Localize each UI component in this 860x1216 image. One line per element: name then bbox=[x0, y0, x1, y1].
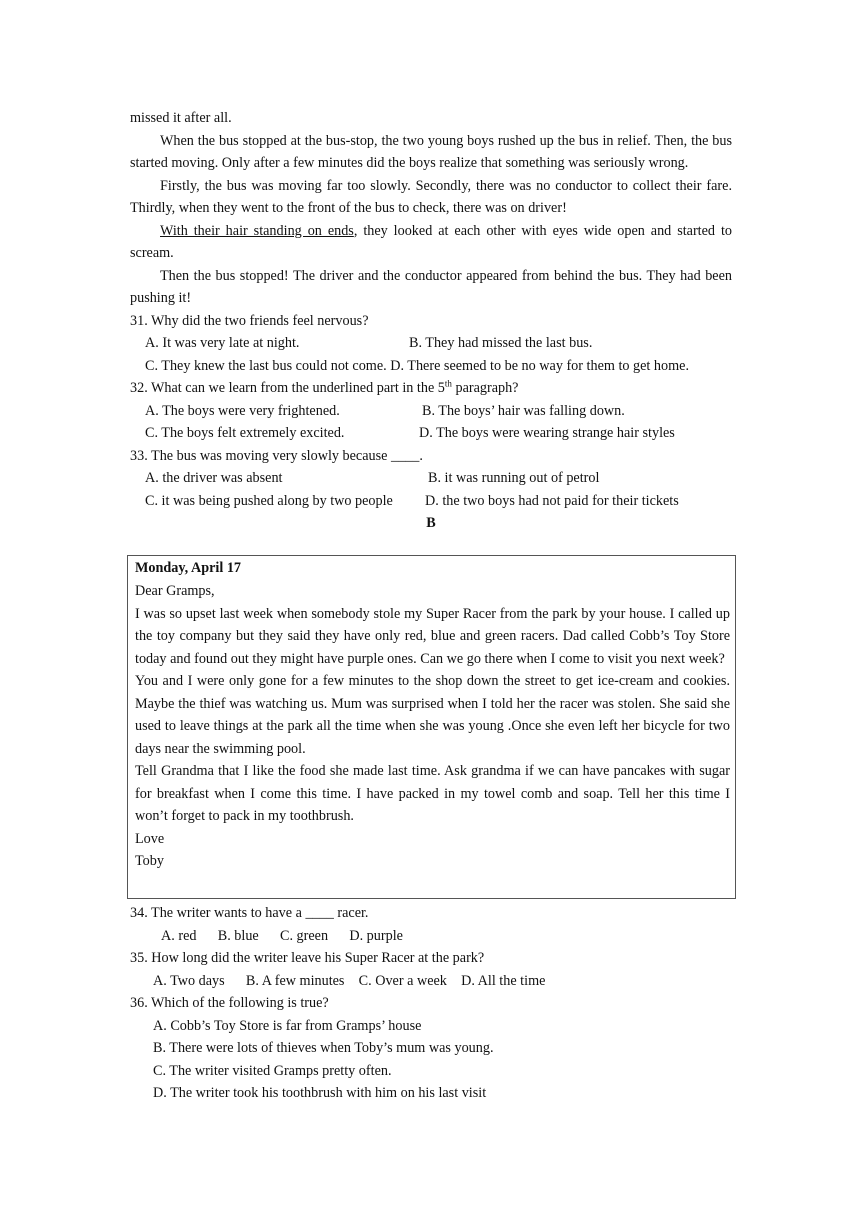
question-options: A. Two days B. A few minutes C. Over a week D. All the time bbox=[153, 972, 546, 989]
option-d: D. The writer took his toothbrush with him on his last visit bbox=[153, 1085, 487, 1101]
option-a: A. Cobb’s Toy Store is far from Gramps’ house bbox=[153, 1017, 422, 1034]
paragraph-underlined bbox=[130, 220, 732, 265]
letter-greeting: Dear Gramps, bbox=[135, 583, 215, 599]
letter-paragraph: You and I were only gone for a few minutes to the shop down the street to get ice-cream and cookies. Maybe the thief was watching us. Mum was surprised when I told her the racer was stolen. She said she used to leave things at the park all the time when she was young .Once she even left her bicycle for two days near the swimming pool. bbox=[135, 673, 730, 757]
option-b: B. it was running out of petrol bbox=[428, 470, 600, 486]
question-stem: 34. The writer wants to have a ____ racer. bbox=[130, 905, 369, 921]
question-options bbox=[130, 490, 732, 513]
paragraph: When the bus stopped at the bus-stop, the two young boys rushed up the bus in relief. Then, the bus started moving. Only after a few minutes did the boys realize that something was seriously wrong. bbox=[130, 132, 732, 171]
question-options bbox=[130, 467, 732, 490]
option-a: A. the driver was absent bbox=[145, 470, 283, 486]
paragraph: missed it after all. bbox=[130, 110, 232, 126]
stem-text: 32. What can we learn from the underlined part in the 5 bbox=[130, 380, 445, 396]
option-cd: C. They knew the last bus could not come. D. There seemed to be no way for them to get home. bbox=[145, 357, 689, 374]
superscript: th bbox=[444, 378, 452, 389]
question-stem: 31. Why did the two friends feel nervous? bbox=[130, 312, 369, 329]
letter-closing: Love bbox=[135, 830, 165, 847]
section-label: B bbox=[426, 515, 436, 531]
question-stem: 35. How long did the writer leave his Super Racer at the park? bbox=[130, 950, 485, 966]
option-c: C. it was being pushed along by two people bbox=[145, 492, 393, 509]
letter-date: Monday, April 17 bbox=[135, 560, 242, 576]
underlined-phrase: With their hair standing on ends bbox=[160, 222, 354, 239]
paragraph: Firstly, the bus was moving far too slowly. Secondly, there was no conductor to collect their fare. Thirdly, when they went to the front of the bus to check, there was on driver! bbox=[130, 177, 732, 216]
option-c: C. The boys felt extremely excited. bbox=[145, 425, 345, 441]
stem-text: paragraph? bbox=[451, 380, 519, 396]
question-stem: 36. Which of the following is true? bbox=[130, 995, 329, 1011]
question-stem bbox=[130, 377, 732, 400]
letter-paragraph: I was so upset last week when somebody stole my Super Racer from the park by your house. I called up the toy company but they said they have only red, blue and green racers. Dad called Cobb’s Toy Store today and found out they might have purple ones. Can we go there when I come to visit you next week? bbox=[135, 605, 730, 667]
letter-box bbox=[127, 555, 736, 899]
option-b: B. They had missed the last bus. bbox=[409, 335, 593, 351]
option-a: A. The boys were very frightened. bbox=[145, 402, 340, 419]
question-stem: 33. The bus was moving very slowly because ____. bbox=[130, 447, 423, 464]
passage-a bbox=[130, 107, 732, 533]
question-options: A. red B. blue C. green D. purple bbox=[161, 927, 403, 944]
question-options bbox=[130, 422, 732, 445]
option-c: C. The writer visited Gramps pretty often. bbox=[153, 1062, 392, 1079]
option-a: A. It was very late at night. bbox=[145, 335, 300, 351]
paragraph-text: , they looked at each other with eyes wide open and started to scream. bbox=[130, 222, 732, 261]
option-b: B. There were lots of thieves when Toby’s mum was young. bbox=[153, 1040, 494, 1056]
paragraph: Then the bus stopped! The driver and the conductor appeared from behind the bus. They had been pushing it! bbox=[130, 267, 732, 306]
letter-paragraph: Tell Grandma that I like the food she made last time. Ask grandma if we can have pancakes with sugar for breakfast when I come this time. I have packed in my towel comb and soap. Tell her this time I won’t forget to pack in my toothbrush. bbox=[135, 763, 730, 824]
question-options bbox=[130, 400, 732, 423]
question-options bbox=[130, 332, 732, 355]
option-d: D. the two boys had not paid for their tickets bbox=[425, 492, 679, 509]
letter-signature: Toby bbox=[135, 853, 164, 869]
option-b: B. The boys’ hair was falling down. bbox=[422, 402, 625, 419]
option-d: D. The boys were wearing strange hair styles bbox=[419, 425, 675, 441]
passage-b-questions bbox=[130, 902, 732, 1105]
